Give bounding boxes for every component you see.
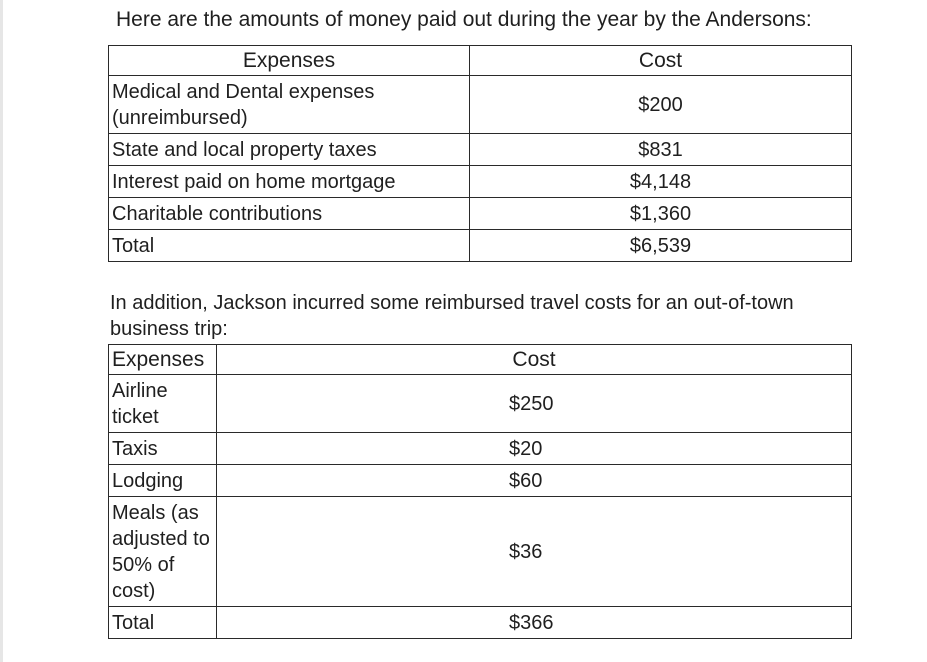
table-row: [109, 465, 852, 497]
travel-expense-label: Meals (as adjusted to 50% of cost): [109, 497, 217, 607]
column-header-cost: Cost: [217, 345, 852, 375]
total-label: Total: [109, 230, 470, 262]
table-row: [109, 375, 852, 433]
travel-expenses-table: [108, 344, 852, 639]
table-row: [109, 198, 852, 230]
table-row: [109, 76, 852, 134]
table-total-row: [109, 230, 852, 262]
travel-expense-cost: $60: [217, 465, 852, 497]
column-header-cost: Cost: [470, 46, 852, 76]
table-row: [109, 134, 852, 166]
travel-expense-cost: $36: [217, 497, 852, 607]
total-cost: $366: [217, 607, 852, 639]
expense-cost: $4,148: [470, 166, 852, 198]
table-row: [109, 433, 852, 465]
expenses-table: [108, 45, 852, 262]
expense-label: State and local property taxes: [109, 134, 470, 166]
table-row: [109, 166, 852, 198]
travel-expense-label: Taxis: [109, 433, 217, 465]
expense-label: Interest paid on home mortgage: [109, 166, 470, 198]
column-header-expenses: Expenses: [109, 46, 470, 76]
travel-expense-cost: $20: [217, 433, 852, 465]
travel-expense-label: Lodging: [109, 465, 217, 497]
page-left-border: [0, 0, 3, 662]
travel-expense-cost: $250: [217, 375, 852, 433]
travel-expense-label: Airline ticket: [109, 375, 217, 433]
travel-note-text: In addition, Jackson incurred some reimbursed travel costs for an out-of-town business trip:: [110, 292, 794, 340]
table-header-row: [109, 46, 852, 76]
expense-label: Charitable contributions: [109, 198, 470, 230]
table-total-row: [109, 607, 852, 639]
expense-label: Medical and Dental expenses (unreimbursed): [109, 76, 470, 134]
column-header-expenses: Expenses: [109, 345, 217, 375]
intro-text: Here are the amounts of money paid out during the year by the Andersons:: [116, 8, 812, 31]
expense-cost: $1,360: [470, 198, 852, 230]
total-cost: $6,539: [470, 230, 852, 262]
table-row: [109, 497, 852, 607]
total-label: Total: [109, 607, 217, 639]
table-header-row: [109, 345, 852, 375]
expense-cost: $200: [470, 76, 852, 134]
expense-cost: $831: [470, 134, 852, 166]
